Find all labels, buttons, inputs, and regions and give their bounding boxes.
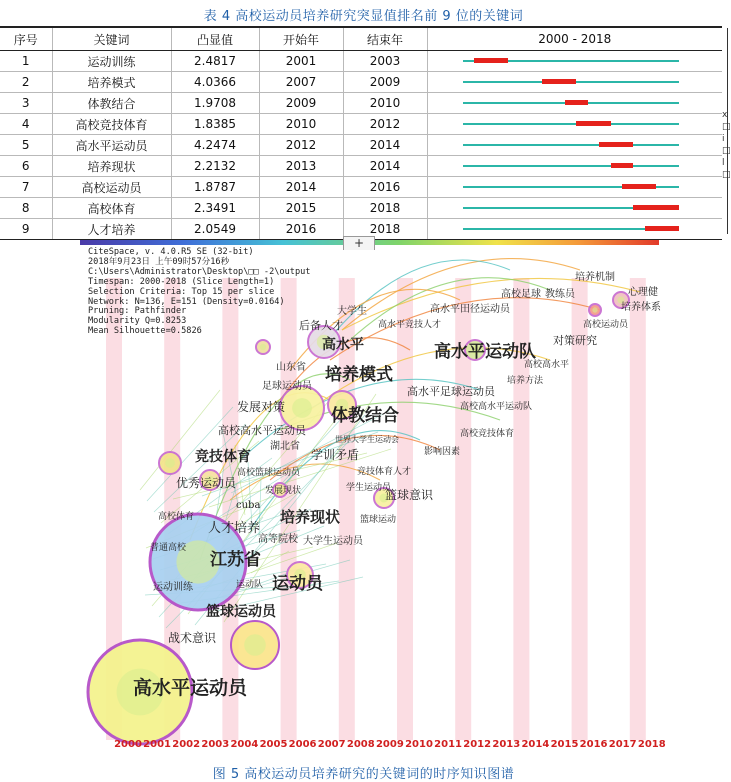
- year-axis: [108, 739, 666, 753]
- keyword-label: 高水平运动员: [133, 677, 248, 699]
- burst-keywords-table: [0, 26, 722, 240]
- row-begin: 2009: [259, 93, 343, 114]
- burst-segment: [565, 100, 588, 105]
- row-keyword: 人才培养: [52, 219, 171, 240]
- keyword-label: 优秀运动员: [176, 476, 237, 490]
- info-line: Pruning: Pathfinder: [88, 306, 187, 317]
- row-no: 5: [0, 135, 52, 156]
- row-burst-timeline: [427, 72, 722, 93]
- burst-segment: [474, 58, 508, 63]
- keyword-label: 发展现状: [265, 486, 302, 496]
- row-keyword: 高校竞技体育: [52, 114, 171, 135]
- col-header-no: 序号: [0, 27, 52, 51]
- keyword-label: 发展对策: [237, 400, 286, 414]
- keyword-label: 对策研究: [553, 334, 597, 347]
- row-no: 1: [0, 51, 52, 72]
- year-label: 2013: [492, 739, 521, 750]
- row-no: 9: [0, 219, 52, 240]
- row-no: 6: [0, 156, 52, 177]
- row-keyword: 高校体育: [52, 198, 171, 219]
- keyword-node-core: [292, 398, 312, 418]
- row-strength: 2.4817: [171, 51, 259, 72]
- row-burst-timeline: [427, 135, 722, 156]
- row-no: 8: [0, 198, 52, 219]
- timeline-track: [463, 102, 680, 104]
- table-row: [0, 51, 722, 72]
- keyword-label: 竞技体育: [195, 449, 251, 465]
- keyword-node-core: [244, 634, 266, 656]
- row-end: 2014: [343, 156, 427, 177]
- row-begin: 2012: [259, 135, 343, 156]
- year-label: 2000: [114, 739, 142, 750]
- year-label: 2014: [521, 739, 550, 750]
- info-line: C:\Users\Administrator\Desktop\□□ -2\output: [88, 266, 311, 277]
- info-line: Timespan: 2000-2018 (Slice Length=1): [88, 276, 275, 287]
- keyword-node-core: [592, 307, 597, 312]
- info-line: Network: N=136, E=151 (Density=0.0164): [88, 296, 285, 307]
- col-header-begin: 开始年: [259, 27, 343, 51]
- row-end: 2016: [343, 177, 427, 198]
- keyword-label: 大学生运动员: [303, 536, 363, 547]
- row-end: 2012: [343, 114, 427, 135]
- keyword-label: 心理健: [628, 287, 658, 298]
- keyword-label: 培养现状: [280, 508, 341, 526]
- row-begin: 2007: [259, 72, 343, 93]
- table-row: [0, 177, 722, 198]
- edge-mark: l: [722, 158, 725, 168]
- keyword-label: 高等院校: [258, 534, 298, 545]
- keyword-label: 体教结合: [331, 406, 399, 426]
- edge-mark: □: [722, 122, 731, 132]
- table-row: [0, 198, 722, 219]
- row-begin: 2001: [259, 51, 343, 72]
- row-keyword: 运动训练: [52, 51, 171, 72]
- keyword-label: 影响因素: [424, 447, 461, 457]
- keyword-label: 足球运动员: [262, 381, 312, 392]
- edge-mark: i: [722, 134, 725, 144]
- table-header-row: [0, 27, 722, 51]
- citespace-info-block: [88, 248, 310, 337]
- row-burst-timeline: [427, 198, 722, 219]
- timeline-track: [463, 144, 680, 146]
- row-end: 2003: [343, 51, 427, 72]
- row-keyword: 高水平运动员: [52, 135, 171, 156]
- table-row: [0, 93, 722, 114]
- keyword-label: 世界大学生运动会: [335, 435, 399, 444]
- keyword-label: 高校运动员: [583, 320, 629, 330]
- row-begin: 2016: [259, 219, 343, 240]
- keyword-label: 运动员: [272, 574, 323, 594]
- year-label: 2009: [375, 739, 404, 750]
- burst-segment: [576, 121, 610, 126]
- table-row: [0, 156, 722, 177]
- keyword-label: 高校体育: [158, 512, 195, 522]
- table-row: [0, 114, 722, 135]
- info-line: Selection Criteria: Top 15 per slice: [88, 286, 275, 297]
- timeline-track: [463, 60, 680, 62]
- figure-caption: 图 5 高校运动员培养研究的关键词的时序知识图谱: [212, 767, 515, 782]
- row-strength: 4.0366: [171, 72, 259, 93]
- keyword-label: 高校篮球运动员: [237, 468, 301, 478]
- keyword-label: 高校足球: [501, 289, 541, 300]
- col-header-end: 结束年: [343, 27, 427, 51]
- year-stripe: [630, 278, 646, 740]
- keyword-label: 后备人才: [299, 319, 343, 332]
- timeline-track: [463, 81, 680, 83]
- year-label: 2008: [346, 739, 375, 750]
- row-strength: 2.2132: [171, 156, 259, 177]
- col-header-timeline: 2000 - 2018: [427, 27, 722, 51]
- keyword-label: 高水平: [322, 337, 364, 353]
- row-begin: 2014: [259, 177, 343, 198]
- row-keyword: 体教结合: [52, 93, 171, 114]
- keyword-label: 高校高水平运动队: [460, 402, 533, 412]
- keyword-label: 运动队: [236, 580, 264, 590]
- row-burst-timeline: [427, 156, 722, 177]
- burst-segment: [542, 79, 576, 84]
- keyword-label: 培养模式: [325, 365, 393, 385]
- keyword-label: 战术意识: [168, 631, 217, 645]
- keyword-label: 培养方法: [507, 376, 544, 386]
- row-strength: 1.9708: [171, 93, 259, 114]
- row-begin: 2013: [259, 156, 343, 177]
- burst-segment: [645, 226, 679, 231]
- row-keyword: 培养模式: [52, 72, 171, 93]
- keyword-label: 湖北省: [270, 441, 300, 452]
- keyword-label: 教练员: [545, 289, 575, 300]
- burst-segment: [611, 163, 634, 168]
- year-label: 2006: [288, 739, 317, 750]
- keyword-label: 高校高水平: [524, 360, 570, 370]
- year-label: 2012: [463, 739, 492, 750]
- row-no: 3: [0, 93, 52, 114]
- keyword-label: 高水平竞技人才: [378, 320, 442, 330]
- keyword-label: 学生运动员: [346, 483, 392, 493]
- year-label: 2004: [230, 739, 259, 750]
- burst-segment: [599, 142, 633, 147]
- row-burst-timeline: [427, 219, 722, 240]
- year-label: 2003: [201, 739, 230, 750]
- timeline-track: [463, 165, 680, 167]
- year-label: 2011: [434, 739, 463, 750]
- table-row: [0, 72, 722, 93]
- expand-plus-button[interactable]: +: [343, 236, 375, 250]
- year-label: 2017: [608, 739, 637, 750]
- keyword-label: 高校高水平运动员: [218, 424, 306, 437]
- year-label: 2001: [143, 739, 172, 750]
- row-end: 2014: [343, 135, 427, 156]
- row-begin: 2015: [259, 198, 343, 219]
- keyword-label: 篮球运动: [360, 515, 397, 525]
- year-label: 2015: [550, 739, 579, 750]
- row-end: 2018: [343, 198, 427, 219]
- keyword-label: 江苏省: [210, 550, 261, 570]
- edge-mark: □: [722, 170, 731, 180]
- row-burst-timeline: [427, 93, 722, 114]
- row-strength: 1.8787: [171, 177, 259, 198]
- keyword-label: cuba: [236, 500, 261, 511]
- timeline-track: [463, 228, 680, 230]
- edge-mark: □: [722, 146, 731, 156]
- col-header-strength: 凸显值: [171, 27, 259, 51]
- row-keyword: 高校运动员: [52, 177, 171, 198]
- row-strength: 1.8385: [171, 114, 259, 135]
- keyword-label: 人才培养: [208, 521, 261, 536]
- year-label: 2016: [579, 739, 608, 750]
- burst-segment: [633, 205, 679, 210]
- edge-mark: x: [722, 110, 728, 120]
- keyword-label: 篮球意识: [385, 488, 434, 502]
- keyword-label: 山东省: [276, 362, 306, 373]
- keyword-label: 高水平足球运动员: [407, 385, 495, 398]
- burst-segment: [622, 184, 656, 189]
- keyword-label: 竞技体育人才: [357, 467, 412, 477]
- keyword-label: 高校竞技体育: [460, 429, 515, 439]
- year-label: 2018: [637, 739, 666, 750]
- keyword-label: 高水平运动队: [434, 342, 536, 362]
- info-line: Modularity Q=0.8253: [88, 316, 187, 327]
- col-header-keyword: 关键词: [52, 27, 171, 51]
- year-label: 2010: [405, 739, 433, 750]
- timeline-track: [463, 186, 680, 188]
- year-label: 2007: [317, 739, 346, 750]
- table-caption: 表 4 高校运动员培养研究突显值排名前 9 位的关键词: [203, 9, 524, 24]
- year-label: 2005: [259, 739, 288, 750]
- keyword-label: 学训矛盾: [311, 448, 360, 462]
- info-line: Mean Silhouette=0.5826: [88, 326, 202, 337]
- timeline-track: [463, 207, 680, 209]
- keyword-label: 培养体系: [621, 302, 661, 313]
- row-strength: 2.0549: [171, 219, 259, 240]
- keyword-label: 运动训练: [153, 582, 193, 593]
- keyword-label: 高水平田径运动员: [430, 304, 510, 315]
- row-end: 2018: [343, 219, 427, 240]
- row-begin: 2010: [259, 114, 343, 135]
- keyword-node-core: [260, 344, 266, 350]
- row-no: 4: [0, 114, 52, 135]
- row-keyword: 培养现状: [52, 156, 171, 177]
- table-row: [0, 135, 722, 156]
- info-line: 2018年9月23日 上午09时57分16秒: [88, 256, 230, 267]
- keyword-label: 大学生: [337, 306, 367, 317]
- year-label: 2002: [172, 739, 201, 750]
- row-end: 2009: [343, 72, 427, 93]
- timeline-track: [463, 123, 680, 125]
- keyword-label: 普通高校: [150, 543, 187, 553]
- row-end: 2010: [343, 93, 427, 114]
- keyword-node-core: [165, 458, 175, 468]
- row-burst-timeline: [427, 51, 722, 72]
- keyword-label: 篮球运动员: [206, 604, 276, 620]
- row-strength: 2.3491: [171, 198, 259, 219]
- row-burst-timeline: [427, 177, 722, 198]
- keyword-label: 培养机制: [575, 272, 615, 283]
- row-strength: 4.2474: [171, 135, 259, 156]
- row-burst-timeline: [427, 114, 722, 135]
- row-no: 2: [0, 72, 52, 93]
- row-no: 7: [0, 177, 52, 198]
- info-line: CiteSpace, v. 4.0.R5 SE (32-bit): [88, 247, 254, 257]
